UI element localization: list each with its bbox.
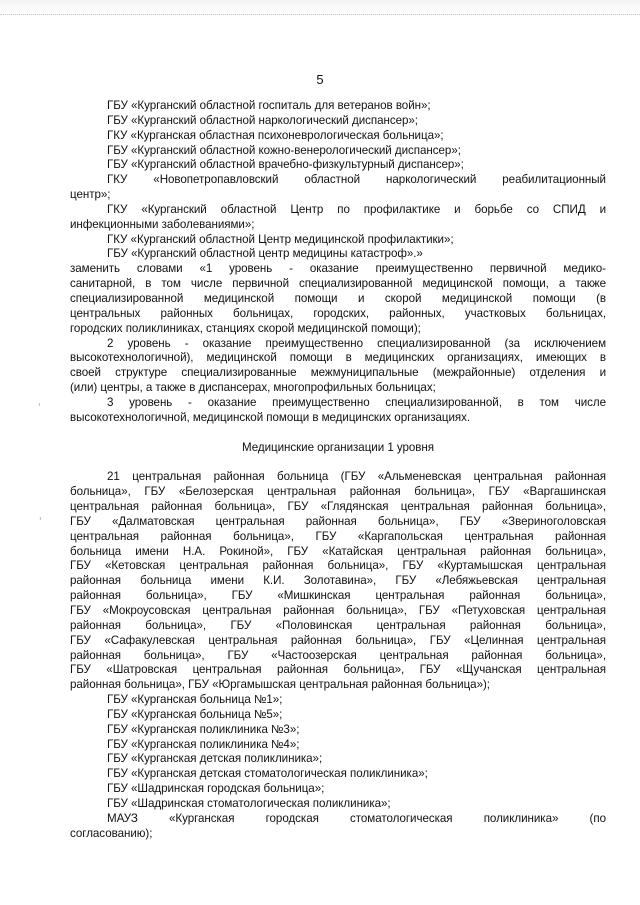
list-item: ГБУ «Курганская больница №1»; [107, 693, 283, 707]
text-line: центр»; [70, 188, 111, 202]
text-line: городских поликлиниках, станциях скорой медицинской помощи); [70, 321, 421, 335]
document-body [70, 99, 606, 842]
text-line: высокотехнологичной), медицинской помощи в медицинских организациях, имеющих в [70, 351, 606, 365]
text-line: центральных районных больницах, городских, районных, участковых больницах, [70, 306, 606, 320]
text-line: ГБУ «Далматовская центральная районная больница», ГБУ «Звериноголовская [70, 514, 606, 528]
text-line: ГБУ «Кетовская центральная районная больница», ГБУ «Куртамышская центральная [70, 559, 606, 573]
text-line: ГКУ «Курганская областная психоневрологическая больница»; [107, 128, 444, 142]
text-line: ГКУ «Новопетропавловский областной наркологический реабилитационный [107, 173, 606, 187]
text-line: 2 уровень - оказание преимущественно специализированной (за исключением [107, 336, 606, 350]
page-number: 5 [316, 72, 324, 87]
text-line: (или) центры, а также в диспансерах, многопрофильных больницах; [70, 381, 436, 395]
text-line: ГБУ «Сафакулевская центральная районная больница», ГБУ «Целинная центральная [70, 633, 606, 647]
list-item: ГБУ «Курганская детская поликлиника»; [107, 752, 323, 766]
text-line: 21 центральная районная больница (ГБУ «Альменевская центральная районная [107, 470, 606, 484]
text-line: высокотехнологичной, медицинской помощи в медицинских организациях. [70, 410, 471, 424]
text-line: 3 уровень - оказание преимущественно специализированной, в том числе [107, 395, 606, 409]
scan-top-edge [0, 0, 640, 15]
text-line: больница», ГБУ «Белозерская центральная районная больница», ГБУ «Варгашинская [70, 485, 606, 499]
text-line: ГКУ «Курганский областной Центр медицинской профилактики»; [107, 232, 454, 246]
text-line: районная больница», ГБУ «Частоозерская центральная районная больница», [70, 648, 606, 662]
text-line: ГБУ «Шатровская центральная районная больница», ГБУ «Щучанская центральная [70, 663, 606, 677]
text-line: районная больница», ГБУ «Половинская центральная районная больница», [70, 618, 606, 632]
text-line: своей структуре специализированные межмуниципальные (межрайонные) отделения и [70, 366, 606, 380]
list-item: ГБУ «Курганская поликлиника №3»; [107, 722, 300, 736]
text-line: районная больница», ГБУ «Мишкинская центральная районная больница», [70, 589, 606, 603]
text-line: ГБУ «Курганский областной наркологический диспансер»; [107, 113, 418, 127]
text-line: ГБУ «Курганский областной врачебно-физкультурный диспансер»; [107, 158, 464, 172]
list-item: ГБУ «Курганская поликлиника №4»; [107, 737, 300, 751]
text-line: центральная районная больница», ГБУ «Каргапольская центральная районная [70, 529, 606, 543]
list-item: ГБУ «Шадринская стоматологическая поликлиника»; [107, 796, 391, 810]
text-line: ГБУ «Курганский областной кожно-венерологический диспансер»; [107, 143, 461, 157]
text-line: заменить словами «1 уровень - оказание преимущественно первичной медико- [70, 262, 606, 276]
text-line: районная больница», ГБУ «Юргамышская центральная районная больница»); [70, 678, 490, 692]
list-item: ГБУ «Курганская детская стоматологическая поликлиника»; [107, 767, 428, 781]
text-line: санитарной, в том числе первичной специализированной медицинской помощи, а также [70, 277, 606, 291]
margin-mark: ⸯ [37, 404, 42, 413]
text-line: согласованию); [70, 826, 153, 840]
text-line: МАУЗ «Курганская городская стоматологическая поликлиника» (по [107, 811, 606, 825]
text-line: инфекционными заболеваниями»; [70, 217, 255, 231]
text-line: ГКУ «Курганский областной Центр по профилактике и борьбе со СПИД и [107, 202, 606, 216]
list-item: ГБУ «Шадринская городская больница»; [107, 782, 325, 796]
text-line: ГБУ «Курганский областной центр медицины катастроф».» [107, 247, 423, 261]
text-line: больница имени Н.А. Рокиной», ГБУ «Катайская центральная районная больница», [70, 544, 606, 558]
margin-mark: ⸯ [38, 518, 43, 527]
section-heading: Медицинские организации 1 уровня [241, 440, 434, 454]
text-line: специализированной медицинской помощи и скорой медицинской помощи (в [70, 291, 606, 305]
text-line: центральная районная больница», ГБУ «Глядянская центральная районная больница», [70, 500, 606, 514]
text-line: ГБУ «Курганский областной госпиталь для ветеранов войн»; [107, 99, 431, 112]
text-line: ГБУ «Мокроусовская центральная районная больница», ГБУ «Петуховская центральная [70, 604, 606, 617]
list-item: ГБУ «Курганская больница №5»; [107, 707, 283, 721]
text-line: районная больница имени К.И. Золотавина», ГБУ «Лебяжьевская центральная [70, 574, 606, 588]
